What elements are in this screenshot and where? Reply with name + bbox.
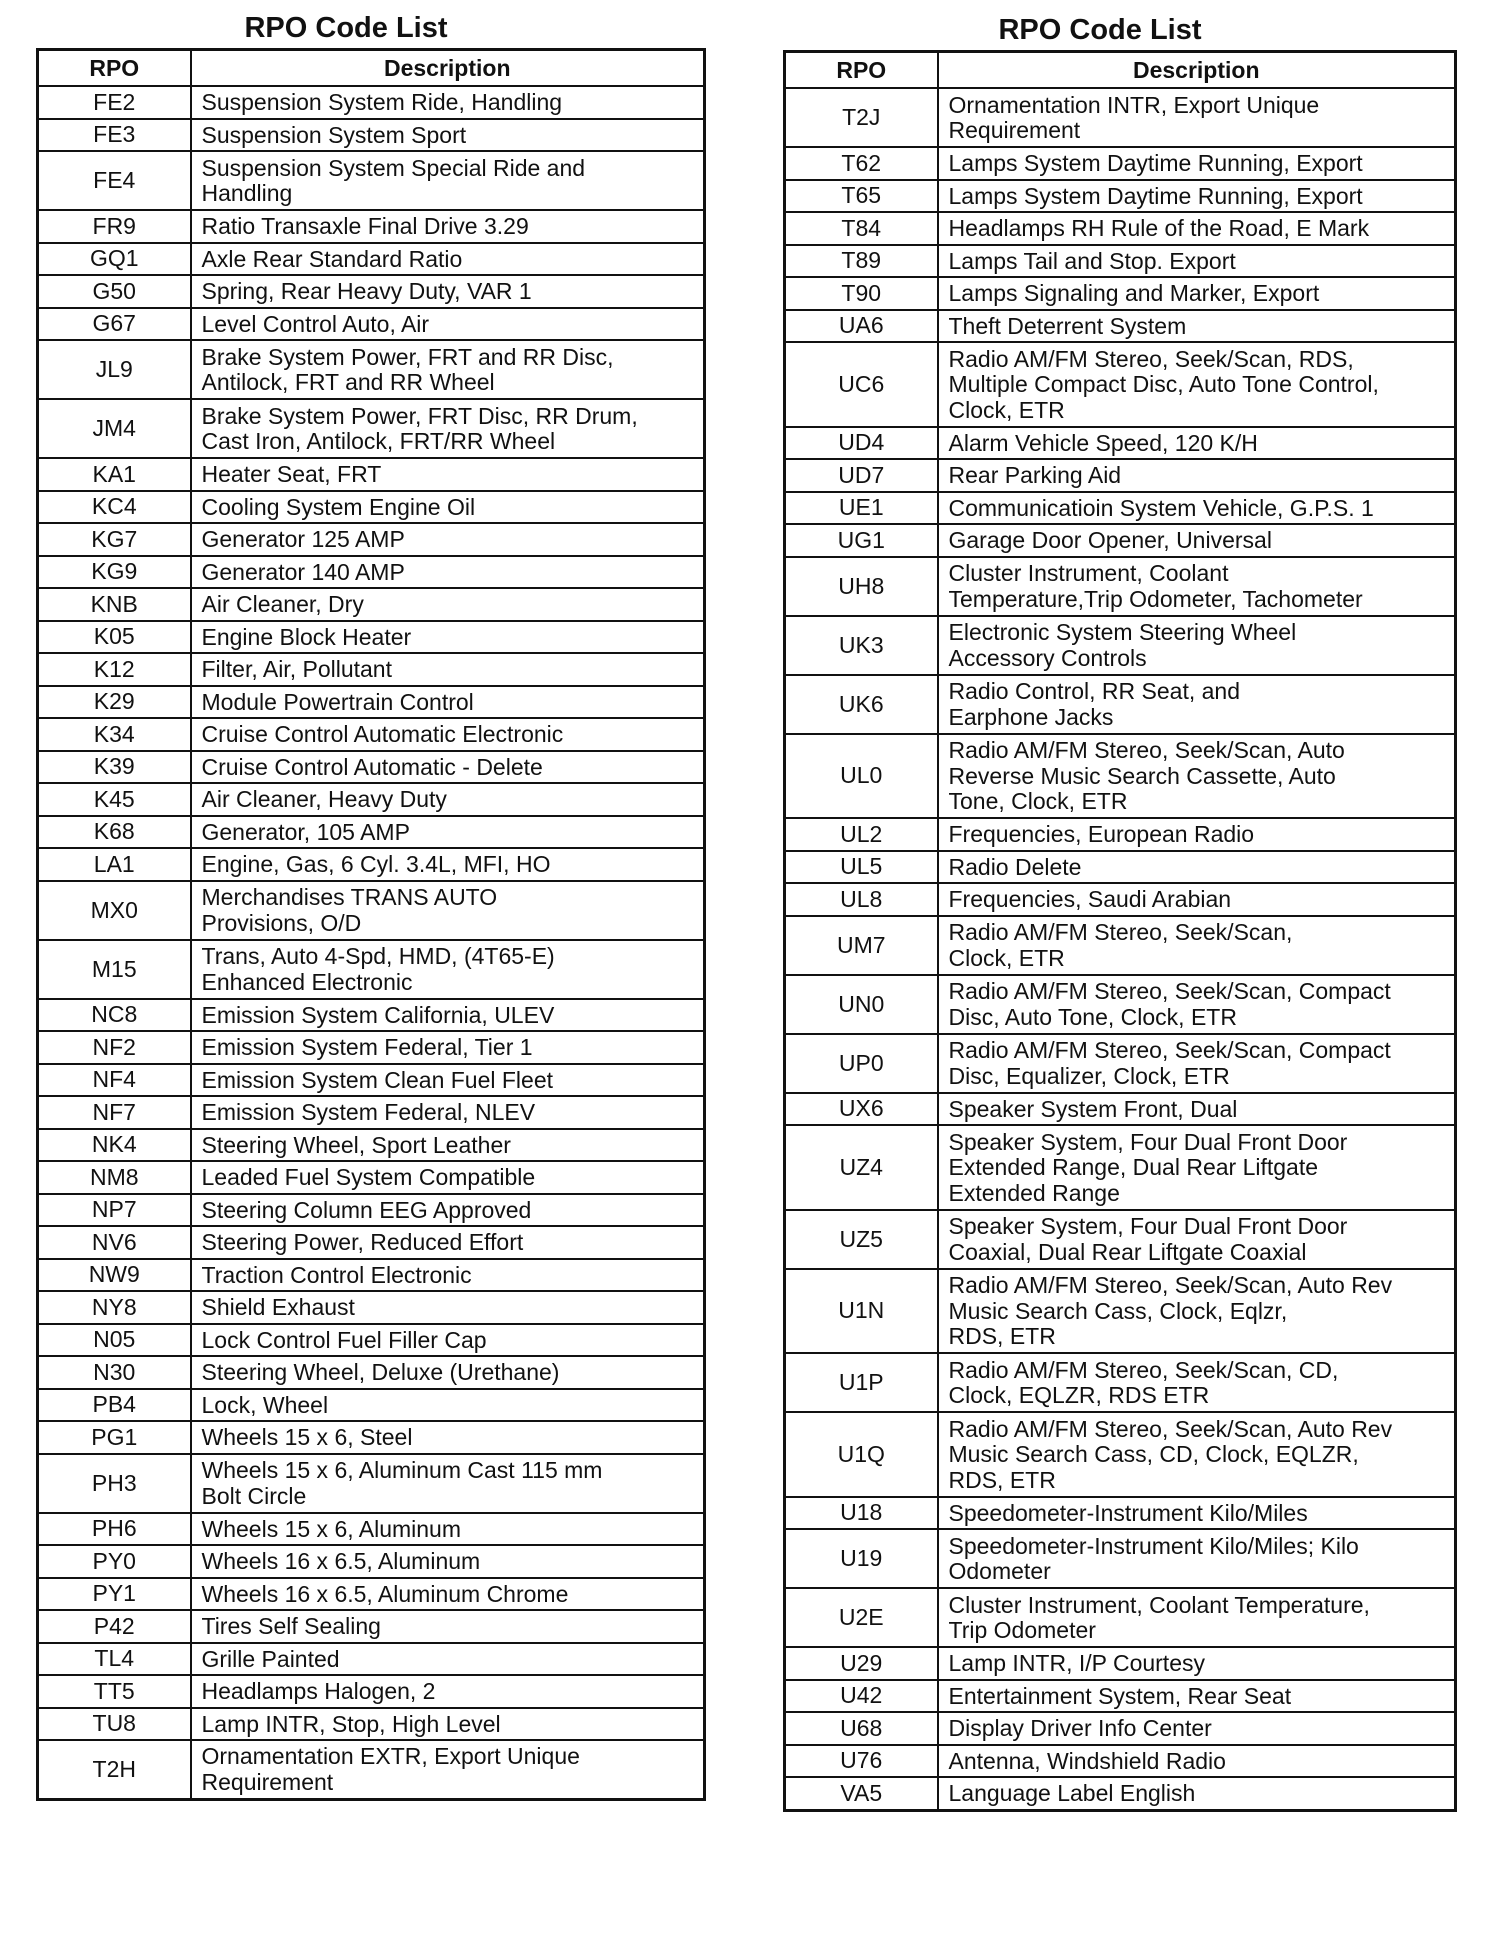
description-cell: Radio AM/FM Stereo, Seek/Scan, CD, Clock, EQLZR, RDS ETR — [938, 1353, 1456, 1412]
description-cell: Cluster Instrument, Coolant Temperature, Trip Odometer — [938, 1588, 1456, 1647]
rpo-code-cell: U29 — [785, 1647, 938, 1680]
right-rpo-panel — [783, 10, 1457, 1812]
description-cell: Axle Rear Standard Ratio — [191, 243, 705, 276]
table-row — [38, 1129, 705, 1162]
table-row — [785, 147, 1456, 180]
rpo-code-cell: PY0 — [38, 1545, 191, 1578]
description-cell: Steering Power, Reduced Effort — [191, 1226, 705, 1259]
description-cell: Ornamentation INTR, Export Unique Requirement — [938, 88, 1456, 147]
description-cell: Generator 125 AMP — [191, 523, 705, 556]
table-row — [38, 119, 705, 152]
rpo-code-cell: NY8 — [38, 1291, 191, 1324]
description-cell: Wheels 16 x 6.5, Aluminum Chrome — [191, 1578, 705, 1611]
description-cell: Steering Column EEG Approved — [191, 1194, 705, 1227]
table-row — [785, 1712, 1456, 1745]
description-cell: Speaker System Front, Dual — [938, 1093, 1456, 1126]
description-cell: Headlamps Halogen, 2 — [191, 1675, 705, 1708]
table-row — [38, 718, 705, 751]
description-cell: Filter, Air, Pollutant — [191, 653, 705, 686]
description-cell: Frequencies, European Radio — [938, 818, 1456, 851]
table-row — [785, 277, 1456, 310]
rpo-code-cell: T90 — [785, 277, 938, 310]
rpo-code-cell: UL8 — [785, 883, 938, 916]
rpo-code-cell: PB4 — [38, 1389, 191, 1422]
right-rpo-table — [783, 50, 1457, 1812]
rpo-code-cell: NF2 — [38, 1031, 191, 1064]
rpo-column-header: RPO — [785, 52, 938, 89]
rpo-code-cell: K29 — [38, 686, 191, 719]
rpo-code-cell: G50 — [38, 275, 191, 308]
description-column-header: Description — [191, 50, 705, 87]
rpo-code-cell: K05 — [38, 621, 191, 654]
right-table-body — [785, 88, 1456, 1810]
table-row — [785, 1497, 1456, 1530]
description-cell: Brake System Power, FRT Disc, RR Drum, Cast Iron, Antilock, FRT/RR Wheel — [191, 399, 705, 458]
rpo-code-cell: U42 — [785, 1680, 938, 1713]
table-row — [38, 556, 705, 589]
rpo-code-cell: K12 — [38, 653, 191, 686]
rpo-code-cell: U2E — [785, 1588, 938, 1647]
table-row — [785, 1412, 1456, 1497]
rpo-code-cell: KG9 — [38, 556, 191, 589]
description-cell: Speedometer-Instrument Kilo/Miles — [938, 1497, 1456, 1530]
description-cell: Headlamps RH Rule of the Road, E Mark — [938, 212, 1456, 245]
rpo-code-cell: PH3 — [38, 1454, 191, 1513]
table-row — [38, 151, 705, 210]
description-cell: Lamps System Daytime Running, Export — [938, 180, 1456, 213]
right-header-row — [785, 52, 1456, 89]
rpo-code-cell: U19 — [785, 1529, 938, 1588]
rpo-code-cell: UK3 — [785, 616, 938, 675]
table-row — [38, 1513, 705, 1546]
description-cell: Leaded Fuel System Compatible — [191, 1161, 705, 1194]
rpo-code-cell: N05 — [38, 1324, 191, 1357]
rpo-code-cell: UG1 — [785, 524, 938, 557]
rpo-code-cell: T62 — [785, 147, 938, 180]
description-cell: Wheels 15 x 6, Steel — [191, 1421, 705, 1454]
description-cell: Cluster Instrument, Coolant Temperature,Trip Odometer, Tachometer — [938, 557, 1456, 616]
left-rpo-table — [36, 48, 706, 1801]
table-row — [785, 1353, 1456, 1412]
rpo-code-cell: LA1 — [38, 848, 191, 881]
rpo-code-cell: UZ4 — [785, 1125, 938, 1210]
rpo-code-cell: UH8 — [785, 557, 938, 616]
description-cell: Wheels 15 x 6, Aluminum Cast 115 mm Bolt Circle — [191, 1454, 705, 1513]
rpo-code-cell: JL9 — [38, 340, 191, 399]
description-cell: Speedometer-Instrument Kilo/Miles; Kilo Odometer — [938, 1529, 1456, 1588]
description-cell: Suspension System Sport — [191, 119, 705, 152]
table-row — [785, 616, 1456, 675]
rpo-code-cell: GQ1 — [38, 243, 191, 276]
rpo-code-cell: T89 — [785, 245, 938, 278]
description-cell: Shield Exhaust — [191, 1291, 705, 1324]
rpo-code-cell: K45 — [38, 783, 191, 816]
description-cell: Generator 140 AMP — [191, 556, 705, 589]
description-cell: Merchandises TRANS AUTO Provisions, O/D — [191, 881, 705, 940]
table-row — [38, 210, 705, 243]
table-row — [38, 1226, 705, 1259]
table-row — [785, 88, 1456, 147]
table-row — [785, 818, 1456, 851]
description-cell: Radio AM/FM Stereo, Seek/Scan, Compact Disc, Equalizer, Clock, ETR — [938, 1034, 1456, 1093]
table-row — [38, 1064, 705, 1097]
description-cell: Steering Wheel, Sport Leather — [191, 1129, 705, 1162]
rpo-code-cell: UP0 — [785, 1034, 938, 1093]
description-cell: Rear Parking Aid — [938, 459, 1456, 492]
rpo-code-cell: K34 — [38, 718, 191, 751]
table-row — [785, 459, 1456, 492]
description-cell: Engine, Gas, 6 Cyl. 3.4L, MFI, HO — [191, 848, 705, 881]
rpo-code-cell: TT5 — [38, 1675, 191, 1708]
description-cell: Radio AM/FM Stereo, Seek/Scan, Auto Rev Music Search Cass, Clock, Eqlzr, RDS, ETR — [938, 1269, 1456, 1354]
rpo-code-cell: VA5 — [785, 1777, 938, 1810]
rpo-code-cell: UL5 — [785, 851, 938, 884]
table-row — [785, 1269, 1456, 1354]
description-cell: Speaker System, Four Dual Front Door Extended Range, Dual Rear Liftgate Extended Range — [938, 1125, 1456, 1210]
rpo-code-cell: UL2 — [785, 818, 938, 851]
table-row — [38, 86, 705, 119]
description-cell: Entertainment System, Rear Seat — [938, 1680, 1456, 1713]
rpo-code-cell: KNB — [38, 588, 191, 621]
table-row — [38, 848, 705, 881]
left-list-title: RPO Code List — [244, 12, 448, 44]
description-cell: Lamps System Daytime Running, Export — [938, 147, 1456, 180]
table-row — [38, 491, 705, 524]
rpo-code-cell: U68 — [785, 1712, 938, 1745]
rpo-code-cell: UM7 — [785, 916, 938, 975]
table-row — [38, 999, 705, 1032]
description-cell: Antenna, Windshield Radio — [938, 1745, 1456, 1778]
rpo-code-cell: G67 — [38, 308, 191, 341]
rpo-code-cell: T84 — [785, 212, 938, 245]
right-list-title: RPO Code List — [998, 14, 1202, 46]
rpo-code-cell: N30 — [38, 1356, 191, 1389]
description-cell: Communicatioin System Vehicle, G.P.S. 1 — [938, 492, 1456, 525]
table-row — [38, 1643, 705, 1676]
rpo-code-cell: NP7 — [38, 1194, 191, 1227]
table-row — [785, 212, 1456, 245]
left-table-body — [38, 86, 705, 1799]
rpo-code-cell: KG7 — [38, 523, 191, 556]
rpo-code-cell: FE3 — [38, 119, 191, 152]
description-cell: Ratio Transaxle Final Drive 3.29 — [191, 210, 705, 243]
rpo-code-cell: FR9 — [38, 210, 191, 243]
rpo-code-cell: U1N — [785, 1269, 938, 1354]
table-row — [38, 1740, 705, 1799]
rpo-column-header: RPO — [38, 50, 191, 87]
table-row — [38, 1324, 705, 1357]
left-rpo-panel — [36, 8, 706, 1801]
description-cell: Theft Deterrent System — [938, 310, 1456, 343]
table-row — [38, 275, 705, 308]
table-row — [38, 340, 705, 399]
rpo-code-cell: NK4 — [38, 1129, 191, 1162]
description-cell: Radio AM/FM Stereo, Seek/Scan, Auto Reverse Music Search Cassette, Auto Tone, Clock, ETR — [938, 734, 1456, 819]
table-row — [785, 1125, 1456, 1210]
rpo-code-cell: NW9 — [38, 1259, 191, 1292]
description-cell: Lock Control Fuel Filler Cap — [191, 1324, 705, 1357]
table-row — [38, 523, 705, 556]
description-cell: Ornamentation EXTR, Export Unique Requirement — [191, 1740, 705, 1799]
rpo-code-cell: UD7 — [785, 459, 938, 492]
table-row — [785, 916, 1456, 975]
description-cell: Brake System Power, FRT and RR Disc, Antilock, FRT and RR Wheel — [191, 340, 705, 399]
description-cell: Cooling System Engine Oil — [191, 491, 705, 524]
table-row — [785, 245, 1456, 278]
description-cell: Air Cleaner, Heavy Duty — [191, 783, 705, 816]
rpo-code-cell: FE2 — [38, 86, 191, 119]
rpo-code-cell: P42 — [38, 1610, 191, 1643]
description-cell: Lamp INTR, I/P Courtesy — [938, 1647, 1456, 1680]
rpo-code-cell: U76 — [785, 1745, 938, 1778]
rpo-code-cell: UL0 — [785, 734, 938, 819]
rpo-code-cell: UX6 — [785, 1093, 938, 1126]
description-cell: Module Powertrain Control — [191, 686, 705, 719]
table-row — [38, 1578, 705, 1611]
rpo-code-cell: K39 — [38, 751, 191, 784]
description-cell: Cruise Control Automatic Electronic — [191, 718, 705, 751]
rpo-code-cell: UA6 — [785, 310, 938, 343]
table-row — [785, 1647, 1456, 1680]
table-row — [38, 621, 705, 654]
description-cell: Suspension System Special Ride and Handling — [191, 151, 705, 210]
table-row — [38, 1194, 705, 1227]
rpo-code-cell: T2H — [38, 1740, 191, 1799]
description-cell: Generator, 105 AMP — [191, 816, 705, 849]
table-row — [38, 686, 705, 719]
table-row — [38, 751, 705, 784]
description-cell: Cruise Control Automatic - Delete — [191, 751, 705, 784]
description-cell: Lamp INTR, Stop, High Level — [191, 1708, 705, 1741]
table-row — [38, 243, 705, 276]
description-cell: Radio AM/FM Stereo, Seek/Scan, Compact Disc, Auto Tone, Clock, ETR — [938, 975, 1456, 1034]
table-row — [785, 975, 1456, 1034]
left-header-row — [38, 50, 705, 87]
description-cell: Radio AM/FM Stereo, Seek/Scan, Clock, ETR — [938, 916, 1456, 975]
rpo-code-cell: KC4 — [38, 491, 191, 524]
table-row — [785, 734, 1456, 819]
table-row — [38, 1356, 705, 1389]
rpo-code-cell: T2J — [785, 88, 938, 147]
rpo-code-cell: NM8 — [38, 1161, 191, 1194]
table-row — [38, 1259, 705, 1292]
table-row — [38, 940, 705, 999]
table-row — [785, 1745, 1456, 1778]
rpo-code-cell: M15 — [38, 940, 191, 999]
description-cell: Traction Control Electronic — [191, 1259, 705, 1292]
table-row — [785, 427, 1456, 460]
rpo-code-cell: U18 — [785, 1497, 938, 1530]
rpo-code-cell: PG1 — [38, 1421, 191, 1454]
table-row — [785, 342, 1456, 427]
table-row — [785, 1777, 1456, 1810]
description-cell: Emission System California, ULEV — [191, 999, 705, 1032]
rpo-code-cell: NF7 — [38, 1096, 191, 1129]
rpo-code-cell: T65 — [785, 180, 938, 213]
rpo-code-cell: K68 — [38, 816, 191, 849]
description-cell: Heater Seat, FRT — [191, 458, 705, 491]
table-row — [785, 492, 1456, 525]
description-cell: Trans, Auto 4-Spd, HMD, (4T65-E) Enhanced Electronic — [191, 940, 705, 999]
rpo-code-cell: UE1 — [785, 492, 938, 525]
table-row — [38, 783, 705, 816]
description-cell: Spring, Rear Heavy Duty, VAR 1 — [191, 275, 705, 308]
description-cell: Wheels 15 x 6, Aluminum — [191, 1513, 705, 1546]
rpo-code-cell: PH6 — [38, 1513, 191, 1546]
table-row — [785, 557, 1456, 616]
table-row — [785, 675, 1456, 734]
table-row — [38, 308, 705, 341]
description-cell: Electronic System Steering Wheel Accessory Controls — [938, 616, 1456, 675]
table-row — [38, 1545, 705, 1578]
description-cell: Garage Door Opener, Universal — [938, 524, 1456, 557]
table-row — [785, 1034, 1456, 1093]
description-cell: Air Cleaner, Dry — [191, 588, 705, 621]
rpo-code-cell: NV6 — [38, 1226, 191, 1259]
table-row — [785, 524, 1456, 557]
rpo-code-cell: NF4 — [38, 1064, 191, 1097]
description-cell: Grille Painted — [191, 1643, 705, 1676]
table-row — [785, 1093, 1456, 1126]
rpo-code-cell: JM4 — [38, 399, 191, 458]
rpo-code-cell: MX0 — [38, 881, 191, 940]
description-cell: Emission System Federal, Tier 1 — [191, 1031, 705, 1064]
table-row — [38, 588, 705, 621]
table-row — [785, 180, 1456, 213]
table-row — [785, 1529, 1456, 1588]
table-row — [38, 1454, 705, 1513]
description-cell: Speaker System, Four Dual Front Door Coaxial, Dual Rear Liftgate Coaxial — [938, 1210, 1456, 1269]
rpo-code-cell: TU8 — [38, 1708, 191, 1741]
rpo-code-cell: FE4 — [38, 151, 191, 210]
description-cell: Wheels 16 x 6.5, Aluminum — [191, 1545, 705, 1578]
table-row — [785, 851, 1456, 884]
rpo-code-cell: UC6 — [785, 342, 938, 427]
description-cell: Suspension System Ride, Handling — [191, 86, 705, 119]
description-cell: Radio Delete — [938, 851, 1456, 884]
description-cell: Display Driver Info Center — [938, 1712, 1456, 1745]
description-cell: Steering Wheel, Deluxe (Urethane) — [191, 1356, 705, 1389]
table-row — [38, 816, 705, 849]
rpo-code-cell: NC8 — [38, 999, 191, 1032]
description-cell: Alarm Vehicle Speed, 120 K/H — [938, 427, 1456, 460]
description-cell: Tires Self Sealing — [191, 1610, 705, 1643]
description-cell: Emission System Clean Fuel Fleet — [191, 1064, 705, 1097]
description-cell: Lock, Wheel — [191, 1389, 705, 1422]
description-cell: Lamps Tail and Stop. Export — [938, 245, 1456, 278]
description-cell: Emission System Federal, NLEV — [191, 1096, 705, 1129]
rpo-code-cell: PY1 — [38, 1578, 191, 1611]
table-row — [785, 1210, 1456, 1269]
rpo-code-cell: TL4 — [38, 1643, 191, 1676]
table-row — [38, 458, 705, 491]
rpo-code-cell: UN0 — [785, 975, 938, 1034]
rpo-code-cell: KA1 — [38, 458, 191, 491]
table-row — [38, 1389, 705, 1422]
description-column-header: Description — [938, 52, 1456, 89]
table-row — [785, 883, 1456, 916]
table-row — [38, 1161, 705, 1194]
rpo-code-cell: U1Q — [785, 1412, 938, 1497]
description-cell: Frequencies, Saudi Arabian — [938, 883, 1456, 916]
table-row — [38, 1291, 705, 1324]
description-cell: Radio AM/FM Stereo, Seek/Scan, Auto Rev Music Search Cass, CD, Clock, EQLZR, RDS, ETR — [938, 1412, 1456, 1497]
table-row — [38, 1610, 705, 1643]
description-cell: Level Control Auto, Air — [191, 308, 705, 341]
table-row — [38, 399, 705, 458]
table-row — [38, 653, 705, 686]
table-row — [38, 1031, 705, 1064]
rpo-code-cell: UD4 — [785, 427, 938, 460]
description-cell: Radio Control, RR Seat, and Earphone Jacks — [938, 675, 1456, 734]
table-row — [38, 1675, 705, 1708]
table-row — [785, 1588, 1456, 1647]
rpo-code-cell: U1P — [785, 1353, 938, 1412]
table-row — [38, 881, 705, 940]
table-row — [38, 1708, 705, 1741]
table-row — [38, 1096, 705, 1129]
table-row — [785, 310, 1456, 343]
description-cell: Engine Block Heater — [191, 621, 705, 654]
description-cell: Language Label English — [938, 1777, 1456, 1810]
description-cell: Lamps Signaling and Marker, Export — [938, 277, 1456, 310]
rpo-code-cell: UK6 — [785, 675, 938, 734]
description-cell: Radio AM/FM Stereo, Seek/Scan, RDS, Multiple Compact Disc, Auto Tone Control, Clock, ETR — [938, 342, 1456, 427]
table-row — [785, 1680, 1456, 1713]
rpo-code-cell: UZ5 — [785, 1210, 938, 1269]
table-row — [38, 1421, 705, 1454]
